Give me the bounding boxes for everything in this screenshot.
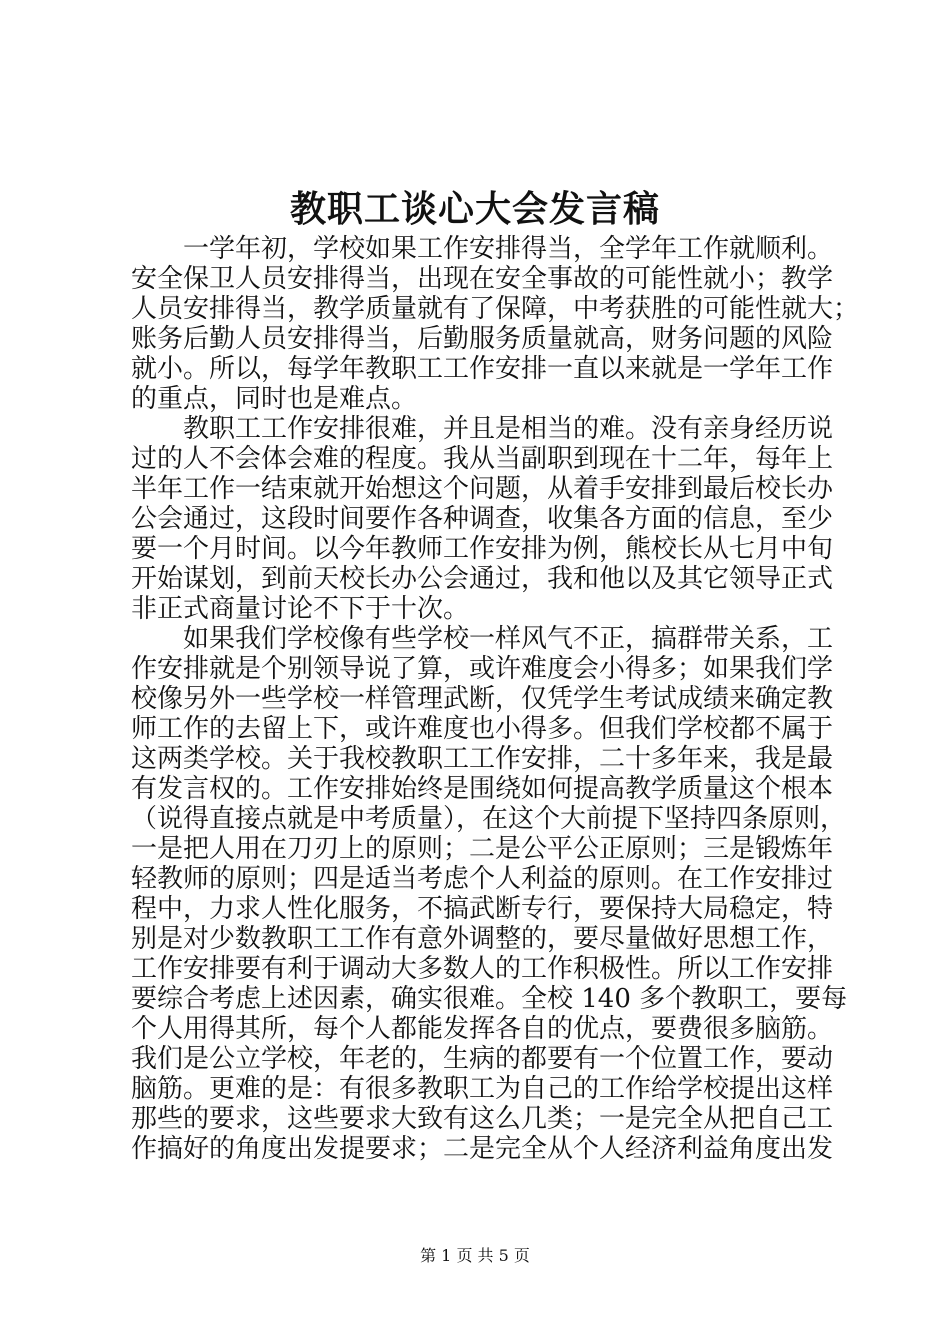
text-line: 程中，力求人性化服务，不搞武断专行，要保持大局稳定，特	[131, 894, 834, 924]
text-line: 工作安排要有利于调动大多数人的工作积极性。所以工作安排	[131, 954, 834, 984]
text-line: 就小。所以，每学年教职工工作安排一直以来就是一学年工作	[131, 354, 834, 384]
text-line: 个人用得其所，每个人都能发挥各自的优点，要费很多脑筋。	[131, 1014, 834, 1044]
text-line: 作搞好的角度出发提要求；二是完全从个人经济利益角度出发	[131, 1134, 834, 1164]
text-line: 安全保卫人员安排得当，出现在安全事故的可能性就小；教学	[131, 264, 834, 294]
text-line: 一学年初，学校如果工作安排得当，全学年工作就顺利。	[183, 234, 834, 264]
text-line: 的重点，同时也是难点。	[131, 384, 418, 414]
text-line: 我们是公立学校，年老的，生病的都要有一个位置工作，要动	[131, 1044, 834, 1074]
text-line: 过的人不会体会难的程度。我从当副职到现在十二年，每年上	[131, 444, 834, 474]
document-body	[131, 234, 860, 1164]
text-line: （说得直接点就是中考质量），在这个大前提下坚持四条原则，	[131, 804, 847, 834]
text-line: 校像另外一些学校一样管理武断，仅凭学生考试成绩来确定教	[131, 684, 834, 714]
text-line: 非正式商量讨论不下于十次。	[131, 594, 470, 624]
text-line: 要一个月时间。以今年教师工作安排为例，熊校长从七月中旬	[131, 534, 834, 564]
text-line: 半年工作一结束就开始想这个问题，从着手安排到最后校长办	[131, 474, 834, 504]
page-number-footer: 第 1 页 共 5 页	[420, 1246, 530, 1265]
text-line: 公会通过，这段时间要作各种调查，收集各方面的信息，至少	[131, 504, 834, 534]
text-line: 要综合考虑上述因素，确实很难。全校 140 多个教职工，要每	[131, 984, 848, 1014]
text-line: 如果我们学校像有些学校一样风气不正，搞群带关系，工	[183, 624, 834, 654]
text-line: 账务后勤人员安排得当，后勤服务质量就高，财务问题的风险	[131, 324, 834, 354]
text-line: 开始谋划，到前天校长办公会通过，我和他以及其它领导正式	[131, 564, 834, 594]
text-line: 这两类学校。关于我校教职工工作安排，二十多年来，我是最	[131, 744, 834, 774]
text-line: 那些的要求，这些要求大致有这么几类；一是完全从把自己工	[131, 1104, 834, 1134]
page-title: 教职工谈心大会发言稿	[289, 188, 660, 230]
text-line: 有发言权的。工作安排始终是围绕如何提高教学质量这个根本	[131, 774, 834, 804]
text-line: 别是对少数教职工工作有意外调整的，要尽量做好思想工作，	[131, 924, 834, 954]
text-line: 脑筋。更难的是：有很多教职工为自己的工作给学校提出这样	[131, 1074, 834, 1104]
text-line: 教职工工作安排很难，并且是相当的难。没有亲身经历说	[183, 414, 834, 444]
text-line: 一是把人用在刀刃上的原则；二是公平公正原则；三是锻炼年	[131, 834, 834, 864]
text-line: 师工作的去留上下，或许难度也小得多。但我们学校都不属于	[131, 714, 834, 744]
text-line: 轻教师的原则；四是适当考虑个人利益的原则。在工作安排过	[131, 864, 834, 894]
text-line: 作安排就是个别领导说了算，或许难度会小得多；如果我们学	[131, 654, 834, 684]
text-line: 人员安排得当，教学质量就有了保障，中考获胜的可能性就大；	[131, 294, 860, 324]
